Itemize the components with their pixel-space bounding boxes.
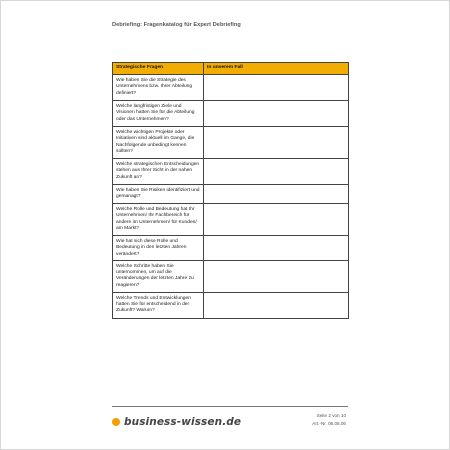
question-cell — [113, 185, 204, 204]
question-cell — [113, 260, 204, 292]
table-header-row — [113, 63, 349, 75]
table-row — [113, 236, 349, 261]
question-text: Wie haben Sie die Strategie des Unternehmens bzw. Ihrer Abteilung definiert? — [116, 78, 193, 96]
answer-cell[interactable] — [204, 236, 349, 261]
answer-cell[interactable] — [204, 159, 349, 185]
table-row — [113, 159, 349, 185]
table-row — [113, 127, 349, 159]
answer-cell[interactable] — [204, 260, 349, 292]
table-row — [113, 260, 349, 292]
answer-cell[interactable] — [204, 292, 349, 318]
question-text: Wie haben Sie Risiken identifiziert und gemanagt? — [116, 188, 200, 200]
brand-logo — [112, 415, 241, 429]
table-row — [113, 185, 349, 204]
column-header-our-case: In unserem Fall — [204, 63, 349, 75]
table-row — [113, 292, 349, 318]
table-row — [113, 204, 349, 236]
table-row — [113, 75, 349, 101]
brand-name: business-wissen.de — [124, 416, 242, 428]
question-text: Welche langfristigen Ziele und Visionen hatten Sie für die Abteilung oder das Unternehmen? — [116, 104, 195, 122]
answer-cell[interactable] — [204, 75, 349, 101]
question-text: Welche strategischen Entscheidungen stehen aus Ihrer Sicht in der nahen Zukunft an? — [116, 162, 200, 180]
question-cell — [113, 204, 204, 236]
answer-cell[interactable] — [204, 204, 349, 236]
logo-dot-icon — [112, 418, 120, 426]
question-text: Welche Rolle und Bedeutung hat Ihr Unternehmen/ Ihr Fachbereich für andere im Unternehmen/ für Kunden/ am Markt? — [116, 207, 197, 231]
table-row — [113, 101, 349, 127]
question-cell — [113, 236, 204, 261]
footer-divider — [112, 406, 348, 407]
answer-cell[interactable] — [204, 185, 349, 204]
document-title: Debriefing: Fragenkatalog für Expert Debriefing — [112, 22, 241, 28]
question-text: Welche Schritte haben Sie unternommen, um auf die Veränderungen der letzten Jahre zu reagieren? — [116, 263, 194, 288]
question-cell — [113, 159, 204, 185]
question-text: Welche Trends und Entwicklungen hatten Sie für entscheidend in der Zukunft? Warum? — [116, 295, 191, 314]
question-text: Welche wichtigen Projekte oder Initiativen sind aktuell im Gange, die Nachfolgende unbedingt kennen sollten? — [116, 130, 195, 154]
questions-table — [112, 62, 349, 319]
answer-cell[interactable] — [204, 127, 349, 159]
question-cell — [113, 75, 204, 101]
column-header-questions: Strategische Fragen — [113, 63, 204, 75]
page-number: Seite 2 von 10 — [316, 413, 346, 418]
question-cell — [113, 101, 204, 127]
answer-cell[interactable] — [204, 101, 349, 127]
article-number: Art.-Nr. 06.08.06 — [312, 421, 346, 426]
question-cell — [113, 292, 204, 318]
question-cell — [113, 127, 204, 159]
question-text: Wie hat sich diese Rolle und Bedeutung in den letzten Jahren verändert? — [116, 239, 187, 257]
